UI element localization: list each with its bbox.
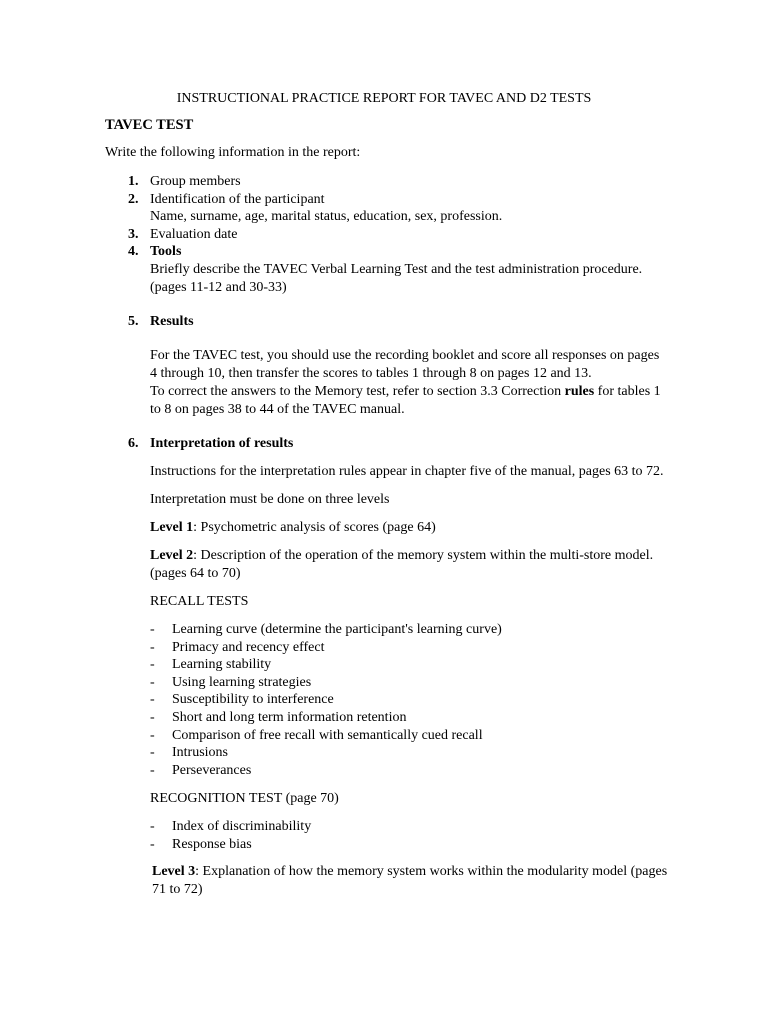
level-text: : Psychometric analysis of scores (page 64): [193, 520, 436, 535]
level-3: [152, 863, 672, 899]
list-item: [150, 836, 670, 854]
results-paragraph: [150, 347, 670, 419]
results-line: to 8 on pages 38 to 44 of the TAVEC manual.: [150, 402, 405, 417]
results-line: 4 through 10, then transfer the scores to tables 1 through 8 on pages 12 and 13.: [150, 366, 592, 381]
results-line: [150, 383, 670, 401]
list-item: [150, 818, 670, 836]
item-label: Evaluation date: [150, 226, 238, 242]
item-number: 2.: [128, 191, 139, 207]
recall-item-text: Learning stability: [172, 657, 272, 673]
recall-item-text: Primacy and recency effect: [172, 639, 325, 655]
list-item: [128, 243, 670, 296]
list-item: [128, 435, 670, 453]
results-text: for tables 1: [594, 384, 661, 399]
dash: -: [150, 622, 155, 637]
item-detail: Briefly describe the TAVEC Verbal Learning Test and the test administration procedure.: [150, 261, 643, 277]
results-item: [128, 313, 670, 331]
level-pages: 71 to 72): [152, 882, 203, 897]
item-number: 5.: [128, 314, 139, 329]
list-item: [128, 191, 670, 226]
item-number: 6.: [128, 436, 139, 451]
recall-list: [150, 621, 670, 779]
section-heading: TAVEC TEST: [105, 117, 194, 133]
dash: -: [150, 692, 155, 708]
recognition-item-text: Index of discriminability: [172, 819, 312, 834]
level-label: Level 2: [150, 548, 194, 563]
dash: -: [150, 639, 155, 655]
recall-item-text: Short and long term information retention: [172, 709, 407, 725]
list-item: [150, 744, 670, 762]
item-number: 3.: [128, 226, 139, 242]
recall-item-text: Perseverances: [172, 762, 252, 778]
list-item: [150, 762, 670, 780]
level-2: [150, 547, 670, 583]
list-item: [150, 621, 670, 639]
list-item: [150, 709, 670, 727]
item-label: Group members: [150, 174, 241, 189]
report-items-list: [128, 173, 670, 296]
item-detail-pages: (pages 11-12 and 30-33): [150, 279, 287, 295]
levels-intro: Interpretation must be done on three levels: [150, 492, 390, 507]
level-text: : Explanation of how the memory system works within the modularity model (pages: [195, 864, 668, 879]
item-label: Results: [150, 314, 194, 329]
recall-item-text: Comparison of free recall with semantically cued recall: [172, 727, 483, 743]
list-item: [128, 173, 670, 191]
results-line: For the TAVEC test, you should use the recording booklet and score all responses on pages: [150, 348, 660, 363]
level-label: Level 1: [150, 520, 194, 535]
dash: -: [150, 836, 155, 852]
list-item: [150, 656, 670, 674]
level-label: Level 3: [152, 864, 196, 879]
results-bold-text: rules: [564, 384, 595, 399]
level-text: : Description of the operation of the memory system within the multi-store model.: [193, 548, 654, 563]
item-label: Identification of the participant: [150, 191, 325, 207]
recall-item-text: Using learning strategies: [172, 674, 312, 690]
level-pages: (pages 64 to 70): [150, 566, 241, 581]
dash: -: [150, 674, 155, 690]
recall-heading: RECALL TESTS: [150, 594, 249, 609]
dash: -: [150, 819, 155, 834]
document-title: INSTRUCTIONAL PRACTICE REPORT FOR TAVEC AND D2 TESTS: [176, 91, 592, 106]
recognition-list: [150, 818, 670, 853]
level-1: [150, 519, 670, 537]
dash: -: [150, 745, 155, 761]
dash: -: [150, 762, 155, 778]
list-item: [150, 674, 670, 692]
dash: -: [150, 727, 155, 743]
list-item: [150, 639, 670, 657]
item-number: 1.: [128, 174, 139, 189]
recall-item-text: Learning curve (determine the participant's learning curve): [172, 622, 502, 637]
recall-item-text: Susceptibility to interference: [172, 692, 334, 708]
interpretation-item: [128, 435, 670, 453]
recognition-heading: RECOGNITION TEST (page 70): [150, 791, 339, 806]
list-item: [150, 727, 670, 745]
list-item: [128, 226, 670, 244]
list-item: [128, 313, 670, 331]
item-number: 4.: [128, 244, 139, 260]
item-detail: Name, surname, age, marital status, education, sex, profession.: [150, 209, 503, 225]
item-label: Interpretation of results: [150, 436, 294, 451]
intro-text: Write the following information in the report:: [105, 145, 361, 160]
dash: -: [150, 657, 155, 673]
results-text: To correct the answers to the Memory test, refer to section 3.3 Correction: [150, 384, 565, 399]
recognition-item-text: Response bias: [172, 836, 252, 852]
list-item: [150, 691, 670, 709]
dash: -: [150, 709, 155, 725]
recall-item-text: Intrusions: [172, 745, 228, 761]
item-label: Tools: [150, 244, 182, 260]
interpretation-instructions: Instructions for the interpretation rules appear in chapter five of the manual, pages 63 to 72.: [150, 464, 664, 479]
